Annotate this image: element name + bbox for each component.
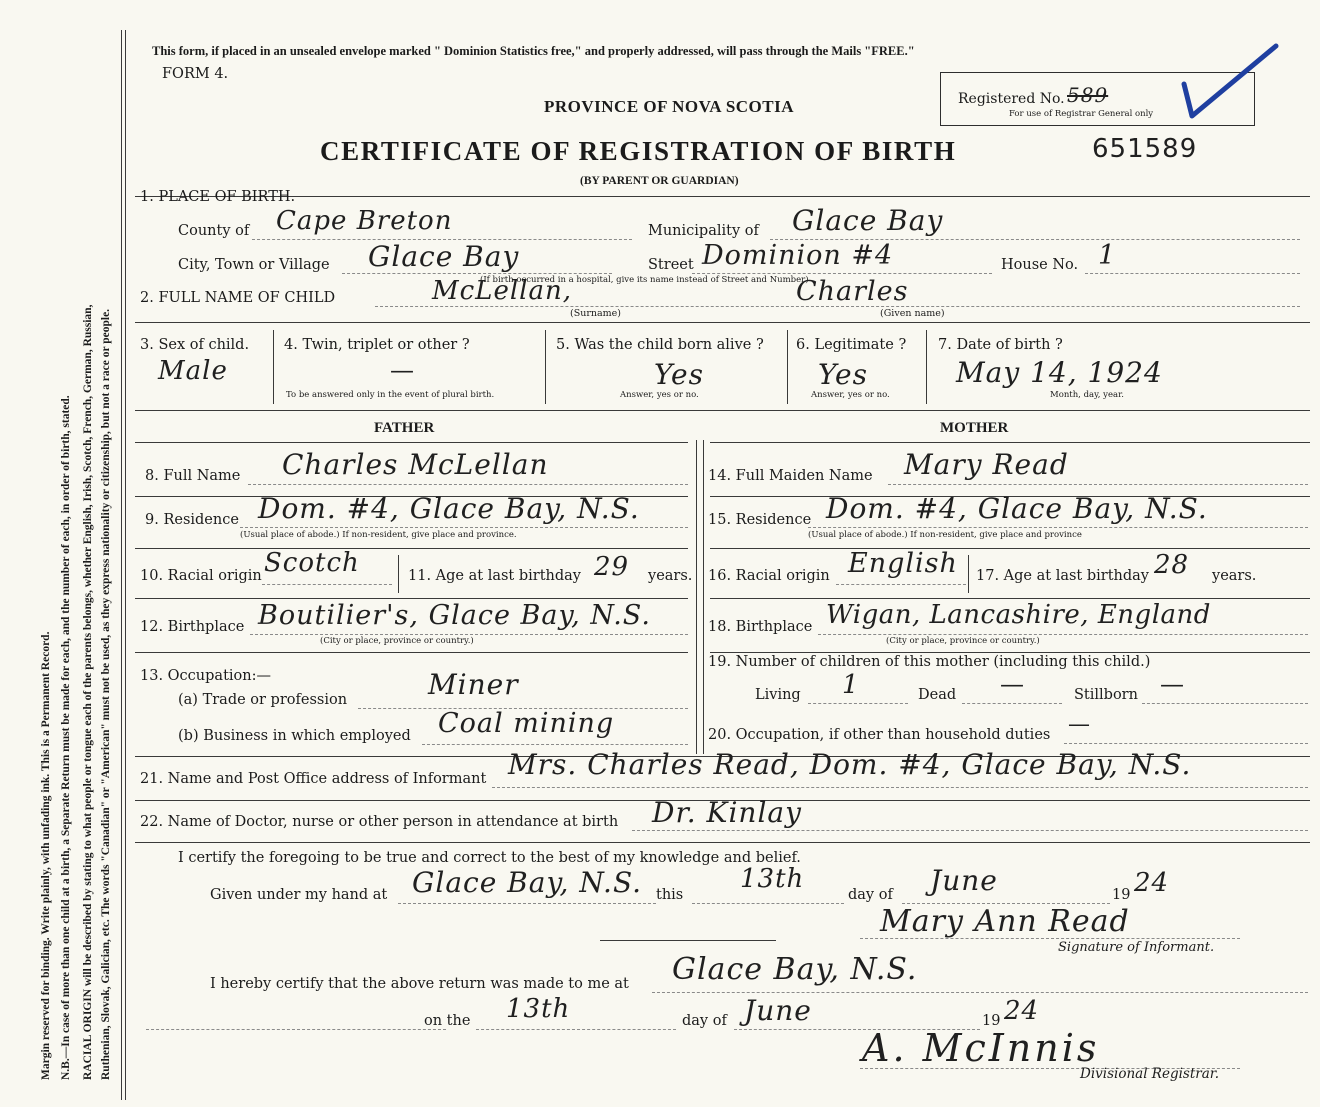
certify-statement: I certify the foregoing to be true and correct to the best of my knowledge and belief. bbox=[178, 850, 801, 866]
racial-origin-note-1: RACIAL ORIGIN will be described by stating to what people or tongue each of the parents belongs, whether English, Irish, Scotch, French, German, Russian, bbox=[82, 304, 94, 1080]
father-residence-label: 9. Residence bbox=[145, 512, 239, 528]
mother-residence-line bbox=[808, 527, 1308, 528]
given-place-line bbox=[398, 903, 656, 904]
cell-divider bbox=[398, 555, 399, 593]
mother-living-label: Living bbox=[755, 687, 801, 703]
rule bbox=[135, 548, 688, 549]
given-year-value: 24 bbox=[1134, 868, 1170, 898]
given-day-of-label: day of bbox=[848, 887, 893, 903]
rule bbox=[710, 652, 1310, 653]
house-line bbox=[1085, 273, 1300, 274]
mother-stillborn-value: — bbox=[1160, 670, 1185, 698]
mother-racial-label: 16. Racial origin bbox=[708, 568, 830, 584]
mother-birthplace-line bbox=[818, 634, 1308, 635]
mother-dead-value: — bbox=[1000, 670, 1025, 698]
father-trade-value: Miner bbox=[428, 668, 519, 701]
registrar-year-value: 24 bbox=[1004, 996, 1040, 1026]
place-of-birth-label: 1. PLACE OF BIRTH. bbox=[140, 189, 296, 205]
street-value: Dominion #4 bbox=[702, 240, 894, 271]
legitimate-label: 6. Legitimate ? bbox=[796, 337, 907, 353]
house-label: House No. bbox=[1001, 257, 1079, 273]
father-racial-value: Scotch bbox=[264, 548, 360, 578]
given-year-prefix: 19 bbox=[1112, 887, 1131, 903]
city-line bbox=[342, 273, 612, 274]
informant-value: Mrs. Charles Read, Dom. #4, Glace Bay, N.S. bbox=[508, 748, 1192, 781]
born-alive-caption: Answer, yes or no. bbox=[620, 390, 699, 400]
date-of-birth-label: 7. Date of birth ? bbox=[938, 337, 1063, 353]
rule bbox=[710, 548, 1310, 549]
father-racial-line bbox=[262, 584, 392, 585]
cell-divider bbox=[545, 330, 546, 404]
registrar-day-of-label: day of bbox=[682, 1013, 727, 1029]
legitimate-value: Yes bbox=[818, 358, 868, 391]
street-label: Street bbox=[648, 257, 694, 273]
father-birthplace-label: 12. Birthplace bbox=[140, 619, 245, 635]
city-value: Glace Bay bbox=[368, 240, 520, 273]
form-number: FORM 4. bbox=[162, 66, 229, 82]
given-under-label: Given under my hand at bbox=[210, 887, 388, 903]
father-residence-line bbox=[240, 527, 688, 528]
father-age-value: 29 bbox=[594, 552, 630, 582]
check-mark-icon bbox=[1180, 40, 1280, 122]
municipality-value: Glace Bay bbox=[792, 204, 944, 237]
father-occupation-label: 13. Occupation:— bbox=[140, 668, 271, 684]
informant-signature: Mary Ann Read bbox=[880, 904, 1130, 939]
sex-value: Male bbox=[158, 356, 228, 386]
this-label: this bbox=[656, 887, 684, 903]
mother-dead-line bbox=[962, 703, 1062, 704]
legitimate-caption: Answer, yes or no. bbox=[811, 390, 890, 400]
child-surname: McLellan, bbox=[432, 276, 572, 306]
father-business-value: Coal mining bbox=[438, 708, 615, 739]
father-birthplace-value: Boutilier's, Glace Bay, N.S. bbox=[258, 600, 651, 631]
child-given-name: Charles bbox=[796, 276, 909, 307]
father-age-label: 11. Age at last birthday bbox=[408, 568, 581, 584]
informant-signature-line bbox=[860, 938, 1240, 939]
twin-caption: To be answered only in the event of plural birth. bbox=[286, 390, 495, 400]
cell-divider bbox=[787, 330, 788, 404]
father-birthplace-caption: (City or place, province or country.) bbox=[320, 636, 474, 646]
registered-number: 589 bbox=[1067, 83, 1109, 107]
father-business-label: (b) Business in which employed bbox=[178, 728, 411, 744]
mother-residence-label: 15. Residence bbox=[708, 512, 812, 528]
doctor-label: 22. Name of Doctor, nurse or other person in attendance at birth bbox=[140, 814, 619, 830]
father-heading: FATHER bbox=[374, 420, 435, 436]
given-place-value: Glace Bay, N.S. bbox=[412, 866, 643, 899]
binding-line-inner bbox=[125, 30, 126, 1100]
rule bbox=[135, 322, 1310, 323]
mother-birthplace-label: 18. Birthplace bbox=[708, 619, 813, 635]
given-day-value: 13th bbox=[740, 864, 805, 894]
mother-age-label: 17. Age at last birthday bbox=[976, 568, 1149, 584]
twin-label: 4. Twin, triplet or other ? bbox=[284, 337, 470, 353]
father-trade-label: (a) Trade or profession bbox=[178, 692, 348, 708]
surname-caption: (Surname) bbox=[570, 308, 621, 319]
mother-name-line bbox=[888, 484, 1308, 485]
province-heading: PROVINCE OF NOVA SCOTIA bbox=[544, 97, 795, 116]
county-value: Cape Breton bbox=[276, 206, 453, 236]
registrar-signature: A. McInnis bbox=[862, 1026, 1100, 1070]
certificate-subtitle: (BY PARENT OR GUARDIAN) bbox=[580, 175, 739, 187]
registrar-caption: Divisional Registrar. bbox=[1080, 1066, 1220, 1082]
informant-signature-caption: Signature of Informant. bbox=[1058, 940, 1215, 955]
registrar-date-lead-line bbox=[146, 1029, 446, 1030]
certificate-number: 651589 bbox=[1092, 134, 1198, 164]
mother-stillborn-label: Stillborn bbox=[1074, 687, 1138, 703]
rule bbox=[135, 442, 688, 443]
father-residence-value: Dom. #4, Glace Bay, N.S. bbox=[258, 492, 640, 525]
rule bbox=[135, 598, 688, 599]
binding-line bbox=[121, 30, 122, 1100]
registrar-year-prefix: 19 bbox=[982, 1013, 1001, 1029]
mother-living-line bbox=[808, 703, 908, 704]
municipality-label: Municipality of bbox=[648, 223, 759, 239]
informant-line bbox=[492, 787, 1308, 788]
registrar-day-value: 13th bbox=[506, 994, 571, 1024]
born-alive-value: Yes bbox=[654, 358, 704, 391]
father-residence-caption: (Usual place of abode.) If non-resident, give place and province. bbox=[240, 530, 517, 540]
county-label: County of bbox=[178, 223, 250, 239]
registrar-place-value: Glace Bay, N.S. bbox=[672, 952, 918, 987]
father-business-line bbox=[422, 744, 688, 745]
parents-divider-inner bbox=[703, 440, 704, 754]
child-name-label: 2. FULL NAME OF CHILD bbox=[140, 290, 336, 306]
father-name-value: Charles McLellan bbox=[282, 448, 549, 481]
on-the-label: on the bbox=[424, 1013, 471, 1029]
rule bbox=[135, 410, 1310, 411]
mother-children-label: 19. Number of children of this mother (including this child.) bbox=[708, 654, 1151, 670]
mother-residence-value: Dom. #4, Glace Bay, N.S. bbox=[826, 492, 1208, 525]
father-name-line bbox=[248, 484, 688, 485]
city-label: City, Town or Village bbox=[178, 257, 330, 273]
given-month-value: June bbox=[930, 864, 998, 897]
mail-notice: This form, if placed in an unsealed envelope marked " Dominion Statistics free," and properly addressed, will pass through the Mails "FREE." bbox=[152, 44, 915, 58]
registrar-use-note: For use of Registrar General only bbox=[1009, 109, 1154, 119]
registrar-month-value: June bbox=[744, 994, 812, 1027]
mother-name-value: Mary Read bbox=[904, 448, 1069, 481]
sex-label: 3. Sex of child. bbox=[140, 337, 250, 353]
street-line bbox=[692, 273, 992, 274]
mother-occupation-value: — bbox=[1068, 712, 1091, 737]
racial-origin-note-2: Ruthenian, Slovak, Galician, etc. The words "Canadian" or "American" must not be used, as they express nationality or citizenship, but not a race or people. bbox=[100, 308, 112, 1080]
plural-birth-note: N.B.—In case of more than one child at a birth, a Separate Return must be made for each, and the number of each, in order of birth, stated. bbox=[60, 395, 72, 1080]
rule bbox=[135, 196, 1310, 197]
mother-stillborn-line bbox=[1142, 703, 1308, 704]
doctor-value: Dr. Kinlay bbox=[652, 796, 802, 829]
registered-label: Registered No. bbox=[958, 91, 1065, 107]
cell-divider bbox=[968, 555, 969, 593]
date-of-birth-value: May 14, 1924 bbox=[956, 356, 1163, 389]
rule bbox=[135, 842, 1310, 843]
parents-divider bbox=[696, 440, 697, 754]
informant-label: 21. Name and Post Office address of Informant bbox=[140, 771, 487, 787]
father-age-unit: years. bbox=[648, 568, 693, 584]
rule bbox=[710, 598, 1310, 599]
certificate-title: CERTIFICATE OF REGISTRATION OF BIRTH bbox=[320, 136, 957, 166]
father-racial-label: 10. Racial origin bbox=[140, 568, 262, 584]
mother-occupation-label: 20. Occupation, if other than household duties bbox=[708, 727, 1051, 743]
given-name-caption: (Given name) bbox=[880, 308, 945, 319]
doctor-line bbox=[632, 830, 1308, 831]
mother-birthplace-caption: (City or place, province or country.) bbox=[886, 636, 1040, 646]
mother-living-value: 1 bbox=[842, 670, 860, 700]
mother-racial-line bbox=[836, 584, 966, 585]
father-name-label: 8. Full Name bbox=[145, 468, 241, 484]
mother-residence-caption: (Usual place of abode.) If non-resident, give place and province bbox=[808, 530, 1082, 540]
registrar-day-line bbox=[476, 1029, 676, 1030]
mother-racial-value: English bbox=[848, 548, 958, 579]
mother-dead-label: Dead bbox=[918, 687, 957, 703]
registrar-place-line bbox=[652, 992, 1308, 993]
cell-divider bbox=[273, 330, 274, 404]
cell-divider bbox=[926, 330, 927, 404]
house-value: 1 bbox=[1098, 240, 1117, 271]
rule bbox=[710, 442, 1310, 443]
father-birthplace-line bbox=[250, 634, 688, 635]
mother-age-value: 28 bbox=[1154, 550, 1190, 580]
born-alive-label: 5. Was the child born alive ? bbox=[556, 337, 764, 353]
hospital-note: (If birth occurred in a hospital, give its name instead of Street and Number) bbox=[480, 275, 809, 285]
separator-rule bbox=[600, 940, 776, 941]
date-of-birth-caption: Month, day, year. bbox=[1050, 390, 1124, 400]
given-day-line bbox=[692, 903, 844, 904]
margin-note: Margin reserved for binding. Write plainly, with unfading ink. This is a Permanent Record. bbox=[40, 631, 52, 1080]
registrar-statement: I hereby certify that the above return was made to me at bbox=[210, 976, 629, 992]
mother-name-label: 14. Full Maiden Name bbox=[708, 468, 873, 484]
rule bbox=[135, 652, 688, 653]
twin-value: — bbox=[390, 356, 415, 384]
mother-heading: MOTHER bbox=[940, 420, 1009, 436]
mother-occupation-line bbox=[1064, 743, 1308, 744]
mother-birthplace-value: Wigan, Lancashire, England bbox=[826, 600, 1211, 630]
mother-age-unit: years. bbox=[1212, 568, 1257, 584]
